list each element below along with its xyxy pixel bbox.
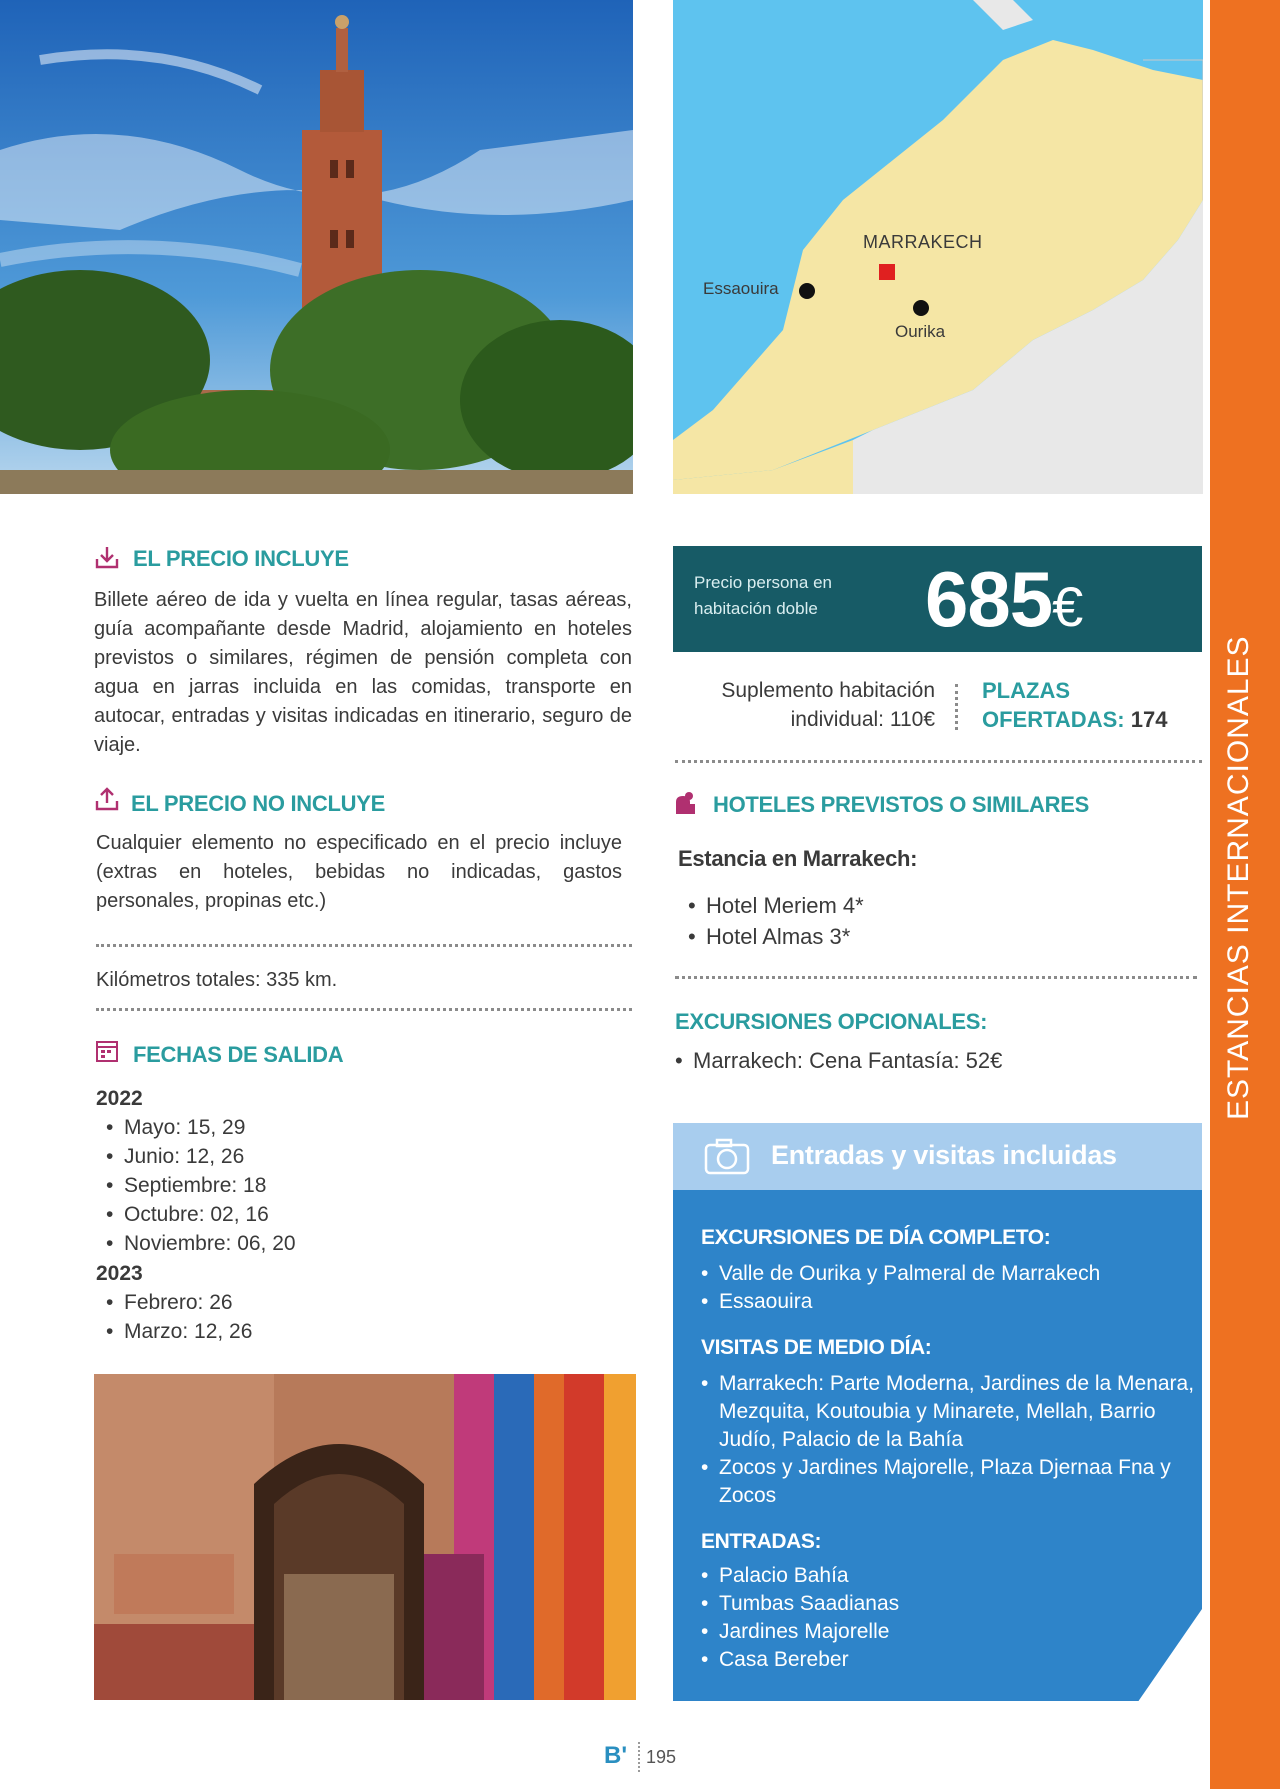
entradas-visitas-content: [701, 1226, 1196, 1674]
souk-photo: [94, 1374, 636, 1700]
suplemento-individual: Suplemento habitación individual: 110€: [721, 679, 935, 731]
dia-completo-item: • Essaouira: [701, 1288, 1196, 1316]
medio-dia-item: • Zocos y Jardines Majorelle, Plaza Djernaa Fna y Zocos: [701, 1454, 1196, 1510]
morocco-map: [673, 0, 1203, 494]
excursiones-opcionales-title: EXCURSIONES OPCIONALES:: [675, 1009, 988, 1034]
camera-icon: [703, 1137, 751, 1182]
divider: [638, 1742, 640, 1772]
fecha-item: • Mayo: 15, 29: [106, 1113, 616, 1142]
hotel-item: • Hotel Meriem 4*: [688, 890, 864, 921]
precio-no-incluye-text: Cualquier elemento no especificado en el precio incluye (extras en hoteles, bebidas no indicadas, gastos personales, propinas etc.): [96, 832, 622, 912]
fecha-item: • Febrero: 26: [106, 1288, 616, 1317]
bed-icon: [672, 790, 698, 821]
fecha-item: • Noviembre: 06, 20: [106, 1229, 616, 1258]
entrada-item: • Jardines Majorelle: [701, 1618, 1196, 1646]
entradas-title: ENTRADAS:: [701, 1530, 822, 1553]
precio-incluye-title: EL PRECIO INCLUYE: [133, 546, 349, 571]
price-currency: €: [1052, 575, 1083, 638]
plazas-value: 174: [1130, 707, 1168, 732]
entradas-visitas-title: Entradas y visitas incluidas: [771, 1140, 1117, 1170]
divider: [955, 684, 958, 730]
download-icon: [94, 544, 120, 575]
excursion-item: • Marrakech: Cena Fantasía: 52€: [675, 1046, 1002, 1076]
year-label: 2022: [96, 1087, 143, 1110]
entradas-visitas-header: [673, 1123, 1202, 1190]
calendar-icon: [94, 1038, 120, 1069]
divider: [96, 944, 632, 947]
fecha-item: • Marzo: 12, 26: [106, 1317, 616, 1346]
upload-icon: [94, 786, 120, 817]
map-label-essaouira: Essaouira: [703, 279, 779, 298]
divider: [675, 976, 1197, 979]
dia-completo-title: EXCURSIONES DE DÍA COMPLETO:: [701, 1226, 1051, 1249]
koutoubia-photo: [0, 0, 633, 494]
fechas-list: [96, 1085, 616, 1346]
medio-dia-item: • Marrakech: Parte Moderna, Jardines de la Menara, Mezquita, Koutoubia y Minarete, Mellah, Barrio Judío, Palacio de la Bahía: [701, 1370, 1196, 1454]
ourika-marker: [913, 300, 929, 316]
page-number: 195: [646, 1747, 677, 1767]
year-label: 2023: [96, 1262, 143, 1285]
fecha-item: • Junio: 12, 26: [106, 1142, 616, 1171]
excursiones-opcionales-list: [675, 1046, 1002, 1076]
price-label: Precio persona en habitación doble: [694, 573, 832, 618]
map-label-ourika: Ourika: [895, 322, 946, 341]
dia-completo-item: • Valle de Ourika y Palmeral de Marrakech: [701, 1260, 1196, 1288]
price-box: [673, 546, 1202, 652]
plazas-label: PLAZAS OFERTADAS:: [982, 678, 1125, 732]
price-value: 685€: [925, 555, 1083, 643]
hoteles-title: HOTELES PREVISTOS O SIMILARES: [713, 792, 1089, 817]
hoteles-estancia: Estancia en Marrakech:: [678, 846, 918, 871]
entrada-item: • Palacio Bahía: [701, 1562, 1196, 1590]
medio-dia-title: VISITAS DE MEDIO DÍA:: [701, 1336, 932, 1359]
precio-no-incluye-title: EL PRECIO NO INCLUYE: [131, 791, 385, 816]
hotel-item: • Hotel Almas 3*: [688, 921, 864, 952]
precio-incluye-text: Billete aéreo de ida y vuelta en línea regular, tasas aéreas, guía acompañante desde Madrid, alojamiento en hoteles previstos o similares, régimen de pensión completa con agua en jarras incluida en las comidas, transporte en autocar, entradas y visitas indicadas en itinerario, seguro de viaje.: [94, 589, 632, 756]
kilometros-totales: Kilómetros totales: 335 km.: [96, 969, 338, 991]
divider: [96, 1008, 632, 1011]
hoteles-list: [688, 890, 864, 952]
marrakech-marker: [879, 264, 895, 280]
map-label-marrakech: MARRAKECH: [863, 232, 983, 252]
fecha-item: • Septiembre: 18: [106, 1171, 616, 1200]
essaouira-marker: [799, 283, 815, 299]
entrada-item: • Casa Bereber: [701, 1646, 1196, 1674]
fechas-title: FECHAS DE SALIDA: [133, 1042, 344, 1067]
divider: [675, 760, 1202, 763]
fecha-item: • Octubre: 02, 16: [106, 1200, 616, 1229]
plazas-ofertadas: [982, 676, 1202, 734]
entrada-item: • Tumbas Saadianas: [701, 1590, 1196, 1618]
brand-logo: B': [604, 1742, 628, 1769]
